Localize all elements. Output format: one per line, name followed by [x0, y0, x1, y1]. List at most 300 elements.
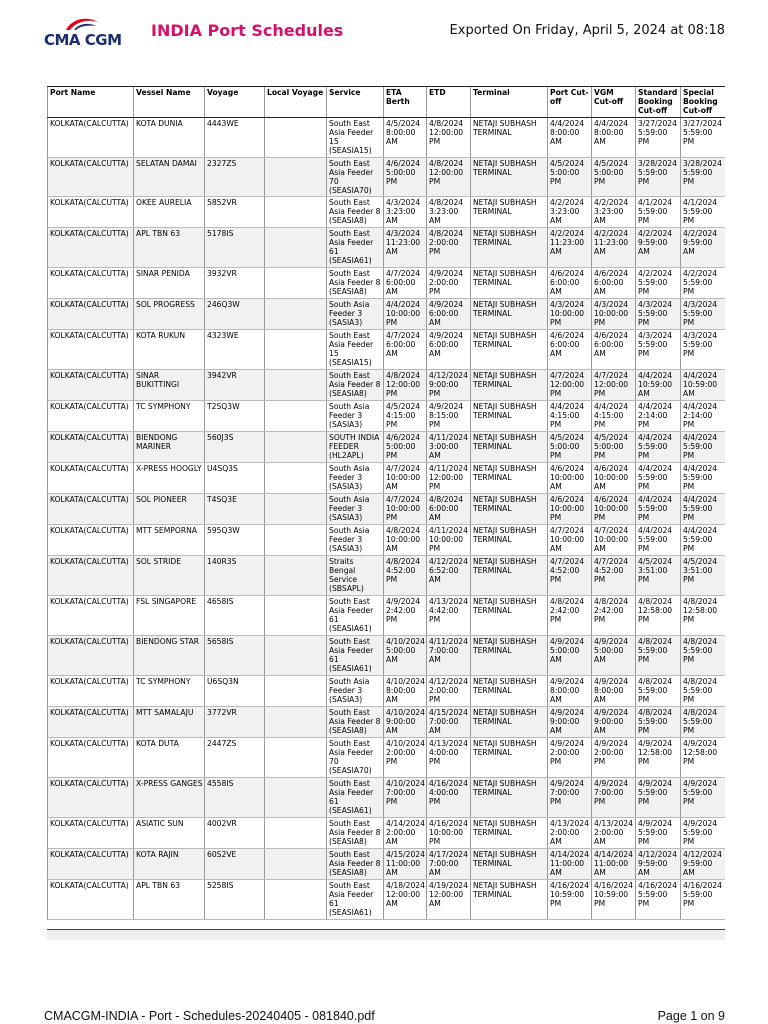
logo-text: CMA CGM	[44, 31, 122, 49]
table-cell: 4/8/2024 12:58:00 PM	[636, 596, 681, 636]
table-cell: 4/8/2024 10:00:00 AM	[384, 525, 427, 556]
table-cell: X-PRESS HOOGLY	[134, 463, 205, 494]
table-cell: 4/4/2024 5:59:00 PM	[681, 525, 726, 556]
table-cell: 4/4/2024 10:59:00 AM	[636, 370, 681, 401]
table-cell: 4/6/2024 6:00:00 AM	[592, 268, 636, 299]
table-cell: 4/9/2024 5:00:00 AM	[592, 636, 636, 676]
table-cell: NETAJI SUBHASH TERMINAL	[471, 494, 548, 525]
table-cell: 5658IS	[205, 636, 265, 676]
table-row	[48, 556, 726, 596]
table-cell: 4658IS	[205, 596, 265, 636]
table-cell: 246Q3W	[205, 299, 265, 330]
table-cell: 4/7/2024 6:00:00 AM	[384, 330, 427, 370]
table-cell: South East Asia Feeder 8 (SEASIA8)	[327, 268, 384, 299]
table-cell: 3772VR	[205, 707, 265, 738]
table-cell: KOTA DUNIA	[134, 118, 205, 158]
column-header: Port Name	[48, 87, 134, 118]
table-cell: 2327ZS	[205, 158, 265, 197]
table-cell: 4/3/2024 5:59:00 PM	[681, 299, 726, 330]
table-cell: KOLKATA(CALCUTTA)	[48, 849, 134, 880]
column-header: Terminal	[471, 87, 548, 118]
table-row	[48, 676, 726, 707]
table-cell: MTT SEMPORNA	[134, 525, 205, 556]
table-row	[48, 636, 726, 676]
table-cell: 4/18/2024 12:00:00 AM	[384, 880, 427, 920]
table-row	[48, 432, 726, 463]
table-row	[48, 228, 726, 268]
table-cell: 4/6/2024 6:00:00 AM	[592, 330, 636, 370]
table-cell: 4/5/2024 8:00:00 AM	[384, 118, 427, 158]
table-cell: 4/8/2024 5:59:00 PM	[681, 636, 726, 676]
table-cell: 4/5/2024 3:51:00 PM	[681, 556, 726, 596]
table-cell: 4/5/2024 5:00:00 PM	[548, 158, 592, 197]
table-cell: 4/8/2024 5:59:00 PM	[636, 636, 681, 676]
table-cell: KOLKATA(CALCUTTA)	[48, 707, 134, 738]
table-cell: 4/11/2024 10:00:00 PM	[427, 525, 471, 556]
table-cell	[265, 849, 327, 880]
column-header: Local Voyage	[265, 87, 327, 118]
table-cell: 4/12/2024 6:52:00 AM	[427, 556, 471, 596]
table-cell: 4/5/2024 5:00:00 PM	[592, 432, 636, 463]
table-cell	[265, 738, 327, 778]
table-cell: 4/4/2024 5:59:00 PM	[681, 494, 726, 525]
table-cell: 4/1/2024 5:59:00 PM	[681, 197, 726, 228]
table-cell: SOL STRIDE	[134, 556, 205, 596]
table-cell: 595Q3W	[205, 525, 265, 556]
table-cell: SELATAN DAMAI	[134, 158, 205, 197]
table-row	[48, 197, 726, 228]
table-cell: 4/6/2024 10:00:00 AM	[592, 463, 636, 494]
table-cell: NETAJI SUBHASH TERMINAL	[471, 330, 548, 370]
table-cell: TC SYMPHONY	[134, 401, 205, 432]
table-cell: KOLKATA(CALCUTTA)	[48, 370, 134, 401]
column-header: Service	[327, 87, 384, 118]
table-cell	[265, 401, 327, 432]
table-cell: KOLKATA(CALCUTTA)	[48, 778, 134, 818]
table-row	[48, 330, 726, 370]
table-cell: 4/15/2024 11:00:00 AM	[384, 849, 427, 880]
table-cell: 4/2/2024 9:59:00 AM	[681, 228, 726, 268]
table-cell: 5258IS	[205, 880, 265, 920]
column-header: Standard Booking Cut-off	[636, 87, 681, 118]
table-cell: 4/12/2024 9:00:00 PM	[427, 370, 471, 401]
table-cell: NETAJI SUBHASH TERMINAL	[471, 197, 548, 228]
table-cell: NETAJI SUBHASH TERMINAL	[471, 636, 548, 676]
table-cell: NETAJI SUBHASH TERMINAL	[471, 228, 548, 268]
table-cell: NETAJI SUBHASH TERMINAL	[471, 299, 548, 330]
table-cell: 4323WE	[205, 330, 265, 370]
table-cell: NETAJI SUBHASH TERMINAL	[471, 596, 548, 636]
table-cell: South Asia Feeder 3 (SASIA3)	[327, 494, 384, 525]
company-logo	[44, 16, 120, 48]
table-cell: 4/8/2024 2:42:00 PM	[592, 596, 636, 636]
table-cell: 4/2/2024 3:23:00 AM	[548, 197, 592, 228]
table-cell: 4/13/2024 4:00:00 PM	[427, 738, 471, 778]
table-cell: BIENDONG MARINER	[134, 432, 205, 463]
column-header: Port Cut-off	[548, 87, 592, 118]
table-cell: 4/2/2024 11:23:00 AM	[592, 228, 636, 268]
table-cell: South East Asia Feeder 70 (SEASIA70)	[327, 158, 384, 197]
table-cell: 4/4/2024 8:00:00 AM	[592, 118, 636, 158]
table-cell: South East Asia Feeder 15 (SEASIA15)	[327, 330, 384, 370]
table-cell: 5852VR	[205, 197, 265, 228]
table-cell: 4/8/2024 12:00:00 PM	[427, 158, 471, 197]
table-cell: KOLKATA(CALCUTTA)	[48, 299, 134, 330]
table-cell: South East Asia Feeder 70 (SEASIA70)	[327, 738, 384, 778]
table-cell: 4/8/2024 5:59:00 PM	[681, 707, 726, 738]
table-cell: KOLKATA(CALCUTTA)	[48, 636, 134, 676]
table-cell: 4/9/2024 9:00:00 AM	[548, 707, 592, 738]
table-cell: NETAJI SUBHASH TERMINAL	[471, 738, 548, 778]
table-cell: 4/9/2024 8:00:00 AM	[548, 676, 592, 707]
table-cell: 4/6/2024 6:00:00 AM	[548, 268, 592, 299]
table-cell	[265, 432, 327, 463]
table-cell: NETAJI SUBHASH TERMINAL	[471, 401, 548, 432]
table-cell: 4/8/2024 2:42:00 PM	[548, 596, 592, 636]
table-cell: 4/12/2024 9:59:00 AM	[636, 849, 681, 880]
table-cell: APL TBN 63	[134, 228, 205, 268]
table-cell	[265, 299, 327, 330]
table-cell: 4/9/2024 9:00:00 AM	[592, 707, 636, 738]
table-cell: 4/4/2024 2:14:00 PM	[636, 401, 681, 432]
table-cell: 4/16/2024 10:00:00 PM	[427, 818, 471, 849]
table-cell: 4/6/2024 5:00:00 PM	[384, 158, 427, 197]
table-cell: 4/9/2024 5:59:00 PM	[636, 778, 681, 818]
table-cell: South East Asia Feeder 8 (SEASIA8)	[327, 707, 384, 738]
table-cell: South East Asia Feeder 8 (SEASIA8)	[327, 197, 384, 228]
table-cell: 4/9/2024 5:00:00 AM	[548, 636, 592, 676]
table-cell: 4/12/2024 9:59:00 AM	[681, 849, 726, 880]
table-cell: 4/4/2024 5:59:00 PM	[681, 463, 726, 494]
table-cell: 4/3/2024 11:23:00 AM	[384, 228, 427, 268]
table-row	[48, 370, 726, 401]
table-cell: 4/2/2024 3:23:00 AM	[592, 197, 636, 228]
column-header: Voyage	[205, 87, 265, 118]
table-cell: KOLKATA(CALCUTTA)	[48, 197, 134, 228]
table-cell: 4/6/2024 10:00:00 AM	[548, 463, 592, 494]
footer-page-number: Page 1 on 9	[657, 1009, 725, 1023]
table-cell: 3/27/2024 5:59:00 PM	[681, 118, 726, 158]
table-cell: 560J3S	[205, 432, 265, 463]
table-cell: 4/3/2024 5:59:00 PM	[636, 299, 681, 330]
table-cell: 4/9/2024 5:59:00 PM	[636, 818, 681, 849]
table-cell	[265, 118, 327, 158]
table-cell: 4/7/2024 10:00:00 AM	[548, 525, 592, 556]
table-cell: NETAJI SUBHASH TERMINAL	[471, 676, 548, 707]
table-cell: KOLKATA(CALCUTTA)	[48, 880, 134, 920]
table-cell: NETAJI SUBHASH TERMINAL	[471, 778, 548, 818]
table-cell: 5178IS	[205, 228, 265, 268]
table-cell: 4/9/2024 6:00:00 AM	[427, 330, 471, 370]
table-cell: 4/5/2024 5:00:00 PM	[548, 432, 592, 463]
table-cell: SOUTH INDIA FEEDER (HL2APL)	[327, 432, 384, 463]
table-cell: KOLKATA(CALCUTTA)	[48, 158, 134, 197]
table-cell: 4/14/2024 2:00:00 AM	[384, 818, 427, 849]
table-cell: South Asia Feeder 3 (SASIA3)	[327, 676, 384, 707]
table-cell: 4/8/2024 5:59:00 PM	[636, 676, 681, 707]
table-cell: KOLKATA(CALCUTTA)	[48, 494, 134, 525]
table-cell: 4/13/2024 2:00:00 AM	[592, 818, 636, 849]
table-cell: 4/6/2024 10:00:00 PM	[548, 494, 592, 525]
footer-filename: CMACGM-INDIA - Port - Schedules-20240405 - 081840.pdf	[44, 1009, 375, 1023]
table-cell: 4/9/2024 7:00:00 PM	[548, 778, 592, 818]
table-cell: 4/2/2024 5:59:00 PM	[636, 268, 681, 299]
table-cell: KOLKATA(CALCUTTA)	[48, 596, 134, 636]
table-cell	[265, 330, 327, 370]
table-cell: 4/4/2024 8:00:00 AM	[548, 118, 592, 158]
page-title: INDIA Port Schedules	[151, 21, 344, 40]
table-cell: 4/8/2024 5:59:00 PM	[636, 707, 681, 738]
table-cell: 4/4/2024 4:15:00 PM	[548, 401, 592, 432]
table-cell: T2SQ3W	[205, 401, 265, 432]
table-cell: 4/3/2024 10:00:00 PM	[548, 299, 592, 330]
table-row	[48, 525, 726, 556]
table-cell	[265, 228, 327, 268]
table-row	[48, 401, 726, 432]
table-row	[48, 818, 726, 849]
table-cell: 4/16/2024 5:59:00 PM	[636, 880, 681, 920]
table-cell: 3942VR	[205, 370, 265, 401]
table-cell: 2447ZS	[205, 738, 265, 778]
table-cell: South East Asia Feeder 61 (SEASIA61)	[327, 778, 384, 818]
table-cell	[265, 676, 327, 707]
table-cell: 4/5/2024 5:00:00 PM	[592, 158, 636, 197]
table-cell	[265, 268, 327, 299]
table-cell: BIENDONG STAR	[134, 636, 205, 676]
table-cell: NETAJI SUBHASH TERMINAL	[471, 370, 548, 401]
table-cell: 4/4/2024 5:59:00 PM	[636, 494, 681, 525]
table-cell: NETAJI SUBHASH TERMINAL	[471, 818, 548, 849]
table-cell	[265, 197, 327, 228]
table-cell: 4/11/2024 7:00:00 AM	[427, 636, 471, 676]
table-cell	[265, 463, 327, 494]
table-cell: NETAJI SUBHASH TERMINAL	[471, 880, 548, 920]
table-cell: 4/4/2024 5:59:00 PM	[636, 525, 681, 556]
cma-cgm-logo-icon	[64, 16, 100, 32]
table-cell: 4/2/2024 11:23:00 AM	[548, 228, 592, 268]
table-cell: South East Asia Feeder 61 (SEASIA61)	[327, 880, 384, 920]
table-cell: 4/19/2024 12:00:00 AM	[427, 880, 471, 920]
table-row	[48, 596, 726, 636]
table-cell: MTT SAMALAJU	[134, 707, 205, 738]
table-cell: 4/7/2024 12:00:00 PM	[592, 370, 636, 401]
table-cell	[265, 707, 327, 738]
table-cell: South East Asia Feeder 61 (SEASIA61)	[327, 596, 384, 636]
table-row	[48, 738, 726, 778]
table-row	[48, 880, 726, 920]
table-cell: KOTA DUTA	[134, 738, 205, 778]
table-cell: SOL PIONEER	[134, 494, 205, 525]
table-cell: NETAJI SUBHASH TERMINAL	[471, 849, 548, 880]
table-cell: 4443WE	[205, 118, 265, 158]
table-cell: 4/2/2024 5:59:00 PM	[681, 268, 726, 299]
table-cell: KOLKATA(CALCUTTA)	[48, 228, 134, 268]
table-cell: 4/14/2024 11:00:00 AM	[548, 849, 592, 880]
table-cell: 4/10/2024 2:00:00 PM	[384, 738, 427, 778]
table-cell: 4/12/2024 2:00:00 PM	[427, 676, 471, 707]
table-cell: 3/28/2024 5:59:00 PM	[681, 158, 726, 197]
table-cell: NETAJI SUBHASH TERMINAL	[471, 525, 548, 556]
table-cell: 4/4/2024 5:59:00 PM	[636, 432, 681, 463]
table-header-row	[48, 87, 726, 118]
table-cell: KOLKATA(CALCUTTA)	[48, 818, 134, 849]
table-cell: South Asia Feeder 3 (SASIA3)	[327, 299, 384, 330]
table-cell: 4/7/2024 12:00:00 PM	[548, 370, 592, 401]
table-cell: 4/6/2024 5:00:00 PM	[384, 432, 427, 463]
table-cell: KOLKATA(CALCUTTA)	[48, 401, 134, 432]
table-cell: NETAJI SUBHASH TERMINAL	[471, 268, 548, 299]
table-cell: Straits Bengal Service (SBSAPL)	[327, 556, 384, 596]
table-cell: KOLKATA(CALCUTTA)	[48, 330, 134, 370]
table-cell: 4/9/2024 2:42:00 PM	[384, 596, 427, 636]
table-row	[48, 778, 726, 818]
table-cell: 4/4/2024 5:59:00 PM	[681, 432, 726, 463]
table-cell: 4/8/2024 12:00:00 PM	[427, 118, 471, 158]
table-row	[48, 707, 726, 738]
table-cell: 4/8/2024 2:00:00 PM	[427, 228, 471, 268]
table-cell: KOLKATA(CALCUTTA)	[48, 525, 134, 556]
column-header: ETA Berth	[384, 87, 427, 118]
column-header: ETD	[427, 87, 471, 118]
table-cell: FSL SINGAPORE	[134, 596, 205, 636]
table-cell: OKEE AURELIA	[134, 197, 205, 228]
table-cell: 4/7/2024 6:00:00 AM	[384, 268, 427, 299]
table-cell: 4/9/2024 2:00:00 PM	[427, 268, 471, 299]
table-row	[48, 118, 726, 158]
table-cell: 3/27/2024 5:59:00 PM	[636, 118, 681, 158]
table-cell: 4/8/2024 6:00:00 AM	[427, 494, 471, 525]
table-cell: South East Asia Feeder 8 (SEASIA8)	[327, 370, 384, 401]
table-cell: South East Asia Feeder 8 (SEASIA8)	[327, 849, 384, 880]
table-cell: 4/4/2024 10:59:00 AM	[681, 370, 726, 401]
table-cell: SINAR PENIDA	[134, 268, 205, 299]
table-cell: 4/9/2024 6:00:00 AM	[427, 299, 471, 330]
table-cell: U4SQ3S	[205, 463, 265, 494]
table-cell: South East Asia Feeder 61 (SEASIA61)	[327, 228, 384, 268]
table-cell: X-PRESS GANGES	[134, 778, 205, 818]
table-cell: 4/9/2024 2:00:00 PM	[548, 738, 592, 778]
table-cell: 4558IS	[205, 778, 265, 818]
table-cell: 4/16/2024 5:59:00 PM	[681, 880, 726, 920]
table-cell: SINAR BUKITTINGI	[134, 370, 205, 401]
table-cell: 4/13/2024 2:00:00 AM	[548, 818, 592, 849]
table-cell: 4/5/2024 3:51:00 PM	[636, 556, 681, 596]
table-cell: 4/6/2024 10:00:00 PM	[592, 494, 636, 525]
table-cell: 4/9/2024 12:58:00 PM	[636, 738, 681, 778]
table-cell: 4/9/2024 5:59:00 PM	[681, 818, 726, 849]
table-cell: 4/8/2024 5:59:00 PM	[681, 676, 726, 707]
table-cell	[265, 370, 327, 401]
table-cell: 4/8/2024 12:58:00 PM	[681, 596, 726, 636]
table-cell: 4002VR	[205, 818, 265, 849]
table-cell: APL TBN 63	[134, 880, 205, 920]
table-cell: 4/9/2024 12:58:00 PM	[681, 738, 726, 778]
table-cell: 4/8/2024 12:00:00 PM	[384, 370, 427, 401]
table-cell: 4/4/2024 4:15:00 PM	[592, 401, 636, 432]
table-cell: South Asia Feeder 3 (SASIA3)	[327, 525, 384, 556]
table-cell: 4/11/2024 3:00:00 AM	[427, 432, 471, 463]
table-cell: 4/10/2024 9:00:00 AM	[384, 707, 427, 738]
table-row	[48, 463, 726, 494]
table-cell: KOLKATA(CALCUTTA)	[48, 676, 134, 707]
table-cell: South Asia Feeder 3 (SASIA3)	[327, 401, 384, 432]
table-cell: KOTA RUKUN	[134, 330, 205, 370]
table-cell: 4/3/2024 10:00:00 PM	[592, 299, 636, 330]
export-timestamp: Exported On Friday, April 5, 2024 at 08:18	[449, 23, 725, 38]
table-bottom-band	[47, 929, 725, 940]
table-cell: 4/14/2024 11:00:00 AM	[592, 849, 636, 880]
table-cell: KOLKATA(CALCUTTA)	[48, 556, 134, 596]
table-cell	[265, 494, 327, 525]
table-cell: 4/10/2024 5:00:00 AM	[384, 636, 427, 676]
table-cell: T4SQ3E	[205, 494, 265, 525]
table-cell: 3/28/2024 5:59:00 PM	[636, 158, 681, 197]
table-cell: NETAJI SUBHASH TERMINAL	[471, 158, 548, 197]
table-row	[48, 299, 726, 330]
table-cell: 4/1/2024 5:59:00 PM	[636, 197, 681, 228]
table-cell: KOLKATA(CALCUTTA)	[48, 118, 134, 158]
table-cell: 4/3/2024 5:59:00 PM	[636, 330, 681, 370]
table-row	[48, 494, 726, 525]
table-cell: South East Asia Feeder 8 (SEASIA8)	[327, 818, 384, 849]
table-cell	[265, 636, 327, 676]
table-cell	[265, 525, 327, 556]
table-cell	[265, 158, 327, 197]
table-cell: KOLKATA(CALCUTTA)	[48, 268, 134, 299]
table-cell: 4/9/2024 5:59:00 PM	[681, 778, 726, 818]
table-cell: South Asia Feeder 3 (SASIA3)	[327, 463, 384, 494]
schedule-table	[47, 86, 725, 920]
table-cell: 4/10/2024 7:00:00 PM	[384, 778, 427, 818]
table-cell: 3932VR	[205, 268, 265, 299]
table-cell: 4/4/2024 2:14:00 PM	[681, 401, 726, 432]
table-cell: 4/10/2024 8:00:00 AM	[384, 676, 427, 707]
table-cell: 4/17/2024 7:00:00 AM	[427, 849, 471, 880]
table-cell: KOLKATA(CALCUTTA)	[48, 432, 134, 463]
table-cell	[265, 556, 327, 596]
table-row	[48, 849, 726, 880]
table-cell: SOL PROGRESS	[134, 299, 205, 330]
table-cell: KOTA RAJIN	[134, 849, 205, 880]
table-cell: NETAJI SUBHASH TERMINAL	[471, 556, 548, 596]
table-cell: 4/9/2024 7:00:00 PM	[592, 778, 636, 818]
table-cell: NETAJI SUBHASH TERMINAL	[471, 432, 548, 463]
table-cell: 4/16/2024 10:59:00 PM	[548, 880, 592, 920]
table-cell	[265, 880, 327, 920]
table-cell: 4/4/2024 5:59:00 PM	[636, 463, 681, 494]
table-cell: NETAJI SUBHASH TERMINAL	[471, 118, 548, 158]
table-cell: 4/13/2024 4:42:00 PM	[427, 596, 471, 636]
table-cell: 4/7/2024 10:00:00 AM	[592, 525, 636, 556]
table-row	[48, 268, 726, 299]
table-cell: 4/3/2024 3:23:00 AM	[384, 197, 427, 228]
table-cell: KOLKATA(CALCUTTA)	[48, 463, 134, 494]
table-cell: 4/7/2024 10:00:00 AM	[384, 463, 427, 494]
table-cell: 4/2/2024 9:59:00 AM	[636, 228, 681, 268]
table-cell: 4/7/2024 10:00:00 PM	[384, 494, 427, 525]
table-cell: NETAJI SUBHASH TERMINAL	[471, 463, 548, 494]
table-cell: South East Asia Feeder 61 (SEASIA61)	[327, 636, 384, 676]
table-cell: U6SQ3N	[205, 676, 265, 707]
table-cell: 4/16/2024 4:00:00 PM	[427, 778, 471, 818]
table-cell: 4/7/2024 4:52:00 PM	[548, 556, 592, 596]
table-cell	[265, 818, 327, 849]
table-cell: 4/8/2024 3:23:00 AM	[427, 197, 471, 228]
table-cell: 140R3S	[205, 556, 265, 596]
table-cell	[265, 778, 327, 818]
table-cell: KOLKATA(CALCUTTA)	[48, 738, 134, 778]
table-cell: South East Asia Feeder 15 (SEASIA15)	[327, 118, 384, 158]
